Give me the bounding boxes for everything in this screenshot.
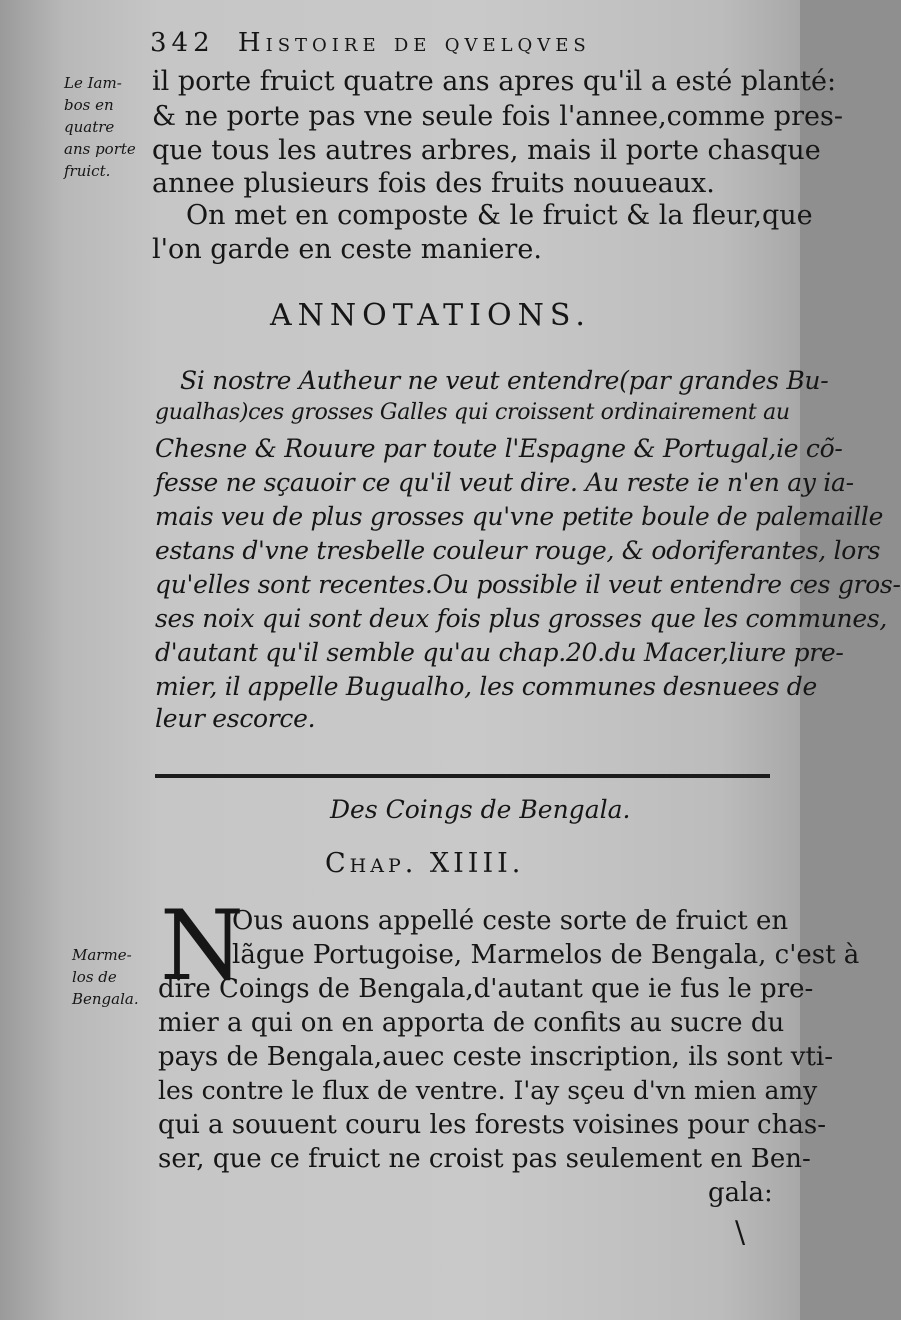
ink-mark: \ [735,1215,746,1250]
annotations-heading: ANNOTATIONS. [270,298,591,333]
margin-note-marmelos [72,944,139,1010]
margin-note-line: ans porte [64,140,136,158]
body-line: que tous les autres arbres, mais il porte chasque [152,135,821,166]
chapter-body-line: mier a qui on en apporta de confits au sucre du [158,1008,785,1038]
chapter-body-line: lãgue Portugoise, Marmelos de Bengala, c'est à [232,940,860,970]
annotation-line: estans d'vne tresbelle couleur rouge, & odoriferantes, lors [155,536,881,565]
margin-note-line: quatre [64,118,115,136]
body-line: & ne porte pas vne seule fois l'annee,comme pres- [152,101,843,132]
margin-note-line: Bengala. [72,990,139,1008]
annotation-line: d'autant qu'il semble qu'au chap.20.du Macer,liure pre- [155,638,844,667]
margin-note-line: fruict. [64,162,111,180]
chapter-body-line: les contre le flux de ventre. I'ay sçeu d'vn mien amy [158,1076,818,1105]
chapter-body-line: dire Coings de Bengala,d'autant que ie fus le pre- [158,974,814,1004]
body-line: l'on garde en ceste maniere. [152,234,542,265]
annotation-line: qu'elles sont recentes.Ou possible il veut entendre ces gros- [155,570,901,599]
chapter-body-line: pays de Bengala,auec ceste inscription, ils sont vti- [158,1042,834,1072]
annotation-line: leur escorce. [155,704,316,733]
chapter-body-line: Ous auons appellé ceste sorte de fruict en [232,906,789,936]
chapter-body-line: ser, que ce fruict ne croist pas seulement en Ben- [158,1144,811,1174]
body-line: il porte fruict quatre ans apres qu'il a esté planté: [152,66,837,97]
annotation-line: Si nostre Autheur ne veut entendre(par grandes Bu- [180,366,829,395]
margin-note-line: Le Iam- [64,74,122,92]
section-title: Des Coings de Bengala. [330,795,631,824]
annotation-line: fesse ne sçauoir ce qu'il veut dire. Au reste ie n'en ay ia- [155,468,854,497]
catchword: gala: [708,1178,773,1208]
annotation-line: mais veu de plus grosses qu'vne petite boule de palemaille [155,502,884,531]
margin-note-jambos [64,72,136,182]
annotation-line: gualhas)ces grosses Galles qui croissent ordinairement au [155,400,790,425]
running-title: Histoire de qvelqves [237,28,591,58]
body-line: On met en composte & le fruict & la fleur,que [186,200,813,231]
drop-cap: N [160,890,244,1002]
annotation-line: mier, il appelle Bugualho, les communes desnuees de [155,672,817,701]
chapter-body-line: qui a souuent couru les forests voisines pour chas- [158,1110,826,1140]
chapter-heading: Chap. XIIII. [325,848,525,879]
running-header [150,28,591,58]
margin-note-line: bos en [64,96,114,114]
margin-note-line: Marme- [72,946,132,964]
section-divider [155,774,770,778]
annotation-line: ses noix qui sont deux fois plus grosses que les communes, [155,604,888,633]
body-line: annee plusieurs fois des fruits nouueaux. [152,168,715,199]
page-number: 342 [150,28,215,58]
margin-note-line: los de [72,968,117,986]
annotation-line: Chesne & Rouure par toute l'Espagne & Portugal,ie cõ- [155,434,843,463]
